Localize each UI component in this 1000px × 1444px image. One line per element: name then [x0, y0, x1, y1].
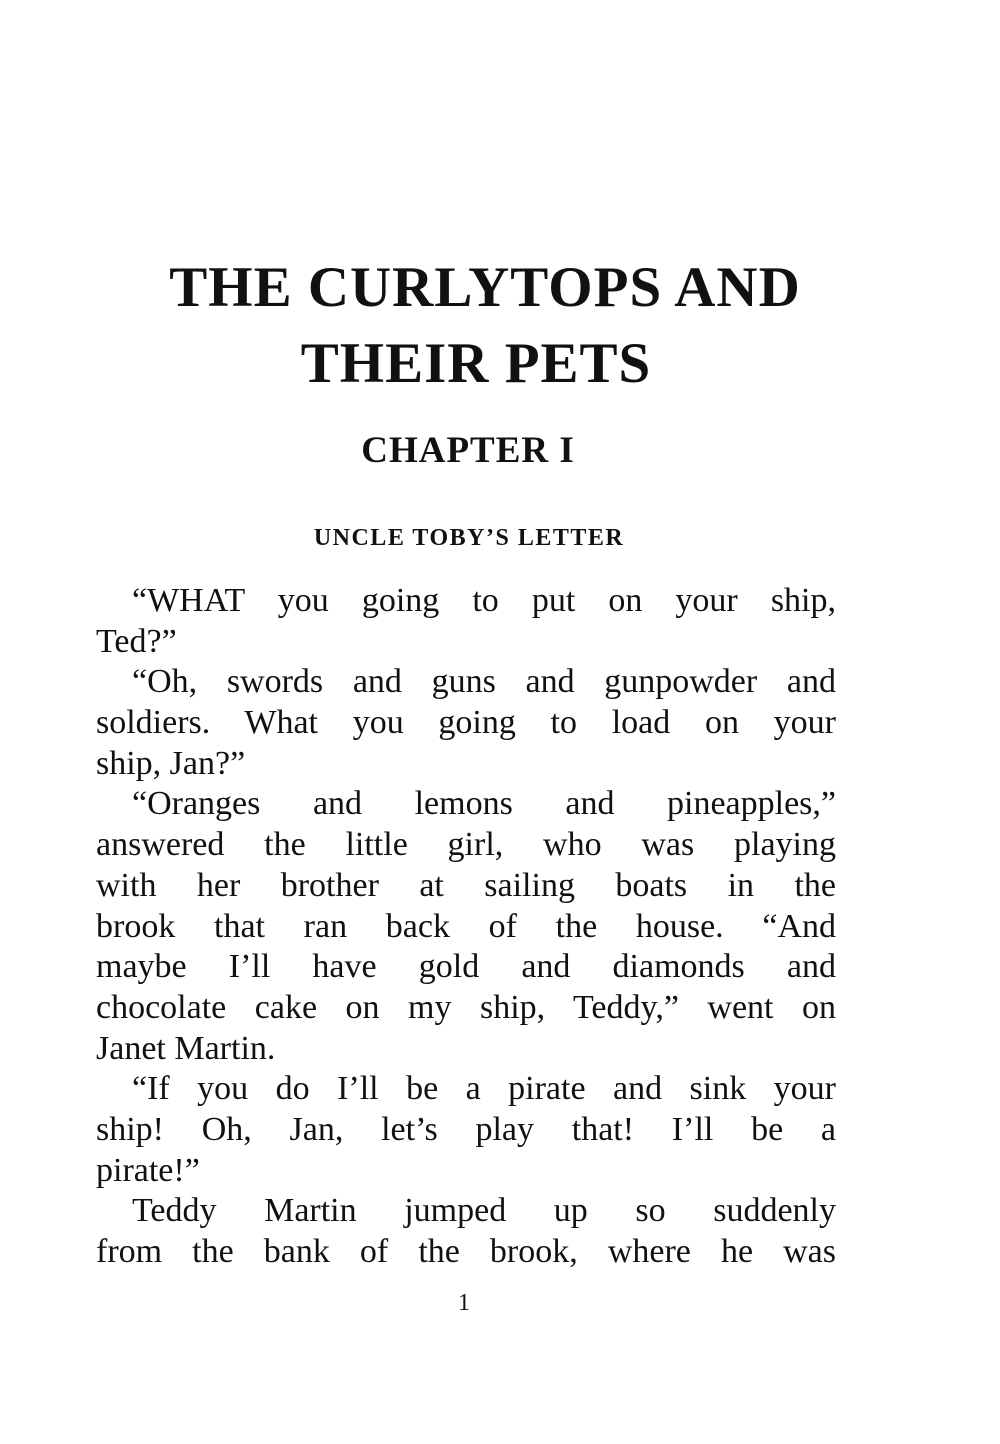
body-text	[96, 581, 836, 1273]
book-title-line-2: THEIR PETS	[300, 332, 652, 395]
chapter-title-heading	[0, 526, 1000, 550]
text-line: “WHAT you going to put on your ship,	[132, 582, 836, 619]
text-line: soldiers. What you going to load on your	[96, 704, 836, 742]
chapter-title: UNCLE TOBY’S LETTER	[313, 525, 625, 551]
page-number-container	[0, 1291, 1000, 1315]
chapter-number: CHAPTER I	[361, 430, 575, 471]
chapter-heading	[0, 432, 1000, 469]
text-line: chocolate cake on my ship, Teddy,” went on	[96, 988, 836, 1026]
text-line: answered the little girl, who was playing	[96, 826, 836, 864]
text-line: with her brother at sailing boats in the	[96, 866, 836, 904]
text-line: maybe I’ll have gold and diamonds and	[96, 948, 836, 986]
page-number: 1	[458, 1290, 470, 1316]
text-line: Ted?”	[96, 622, 177, 660]
book-title-line-1: THE CURLYTOPS AND	[169, 256, 801, 319]
text-line: “Oranges and lemons and pineapples,”	[132, 785, 836, 823]
text-line: ship, Jan?”	[96, 744, 246, 782]
text-line: Teddy Martin jumped up so suddenly	[132, 1192, 836, 1230]
text-line: pirate!”	[96, 1151, 200, 1189]
text-line: brook that ran back of the house. “And	[96, 907, 836, 945]
text-line: Janet Martin.	[96, 1029, 276, 1067]
text-line: “Oh, swords and guns and gunpowder and	[132, 663, 836, 701]
text-line: from the bank of the brook, where he was	[96, 1233, 836, 1270]
text-line: ship! Oh, Jan, let’s play that! I’ll be a	[96, 1110, 836, 1148]
text-line: “If you do I’ll be a pirate and sink your	[132, 1070, 836, 1108]
